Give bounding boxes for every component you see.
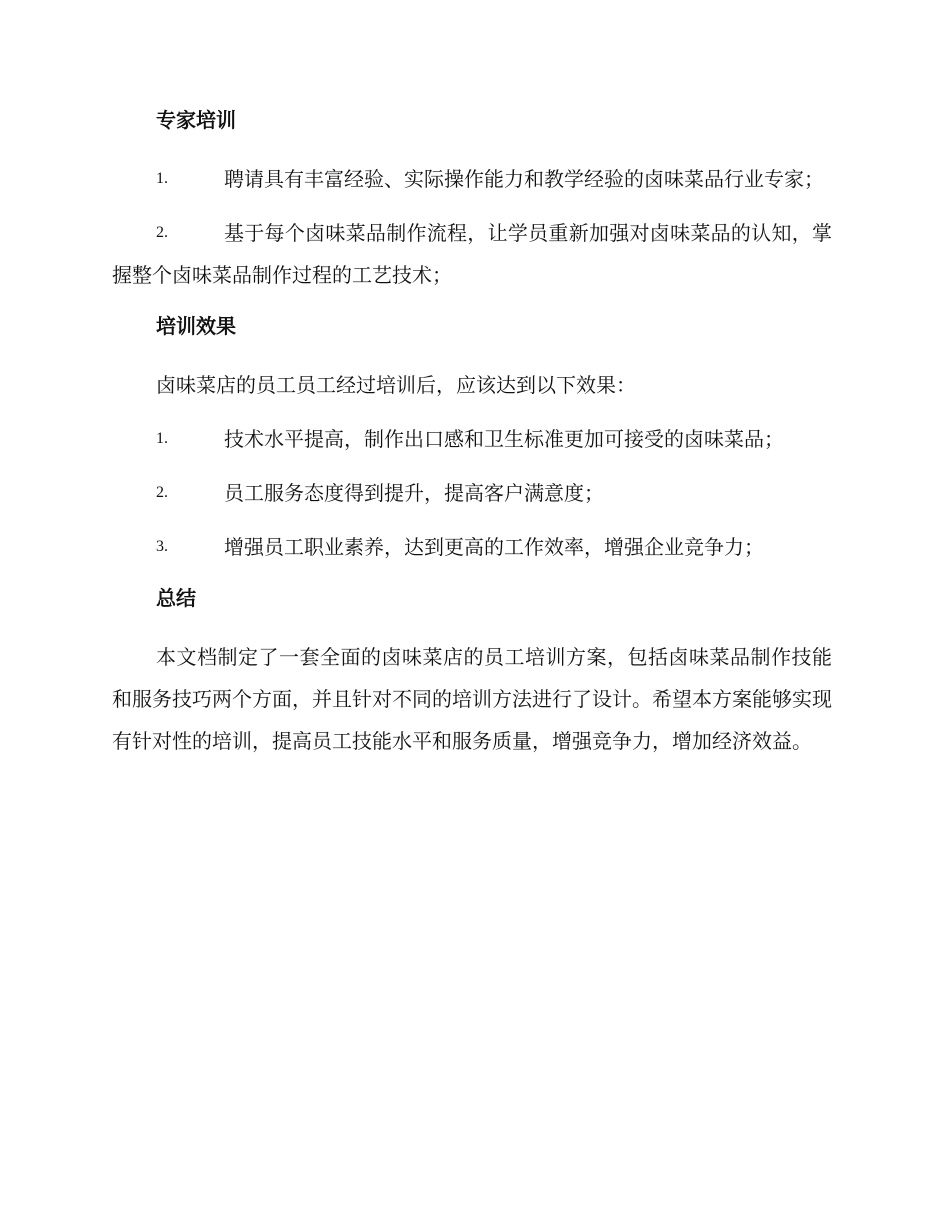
heading-training-effects: 培训效果 — [156, 314, 236, 338]
list-item-text: 基于每个卤味菜品制作流程，让学员重新加强对卤味菜品的认知，掌握整个卤味菜品制作过程的工艺技术； — [112, 221, 832, 287]
list-item — [112, 418, 832, 460]
list-number: 2. — [156, 224, 168, 241]
list-item — [112, 158, 832, 200]
list-item-text: 员工服务态度得到提升，提高客户满意度； — [224, 481, 604, 505]
list-number: 1. — [156, 430, 168, 447]
heading-summary: 总结 — [156, 586, 196, 610]
list-item-text: 聘请具有丰富经验、实际操作能力和教学经验的卤味菜品行业专家； — [224, 167, 824, 191]
list-number: 2. — [156, 484, 168, 501]
list-item — [112, 212, 832, 296]
list-item-text: 技术水平提高，制作出口感和卫生标准更加可接受的卤味菜品； — [224, 427, 784, 451]
document-page — [112, 104, 832, 774]
intro-paragraph: 卤味菜店的员工员工经过培训后，应该达到以下效果： — [156, 373, 636, 397]
summary-paragraph: 本文档制定了一套全面的卤味菜店的员工培训方案，包括卤味菜品制作技能和服务技巧两个方面，并且针对不同的培训方法进行了设计。希望本方案能够实现有针对性的培训，提高员工技能水平和服务质量，增强竞争力，增加经济效益。 — [112, 645, 832, 753]
list-item — [112, 472, 832, 514]
list-number: 1. — [156, 170, 168, 187]
list-item — [112, 526, 832, 568]
list-item-text: 增强员工职业素养，达到更高的工作效率，增强企业竞争力； — [224, 535, 764, 559]
list-number: 3. — [156, 538, 168, 555]
heading-expert-training: 专家培训 — [156, 108, 236, 132]
